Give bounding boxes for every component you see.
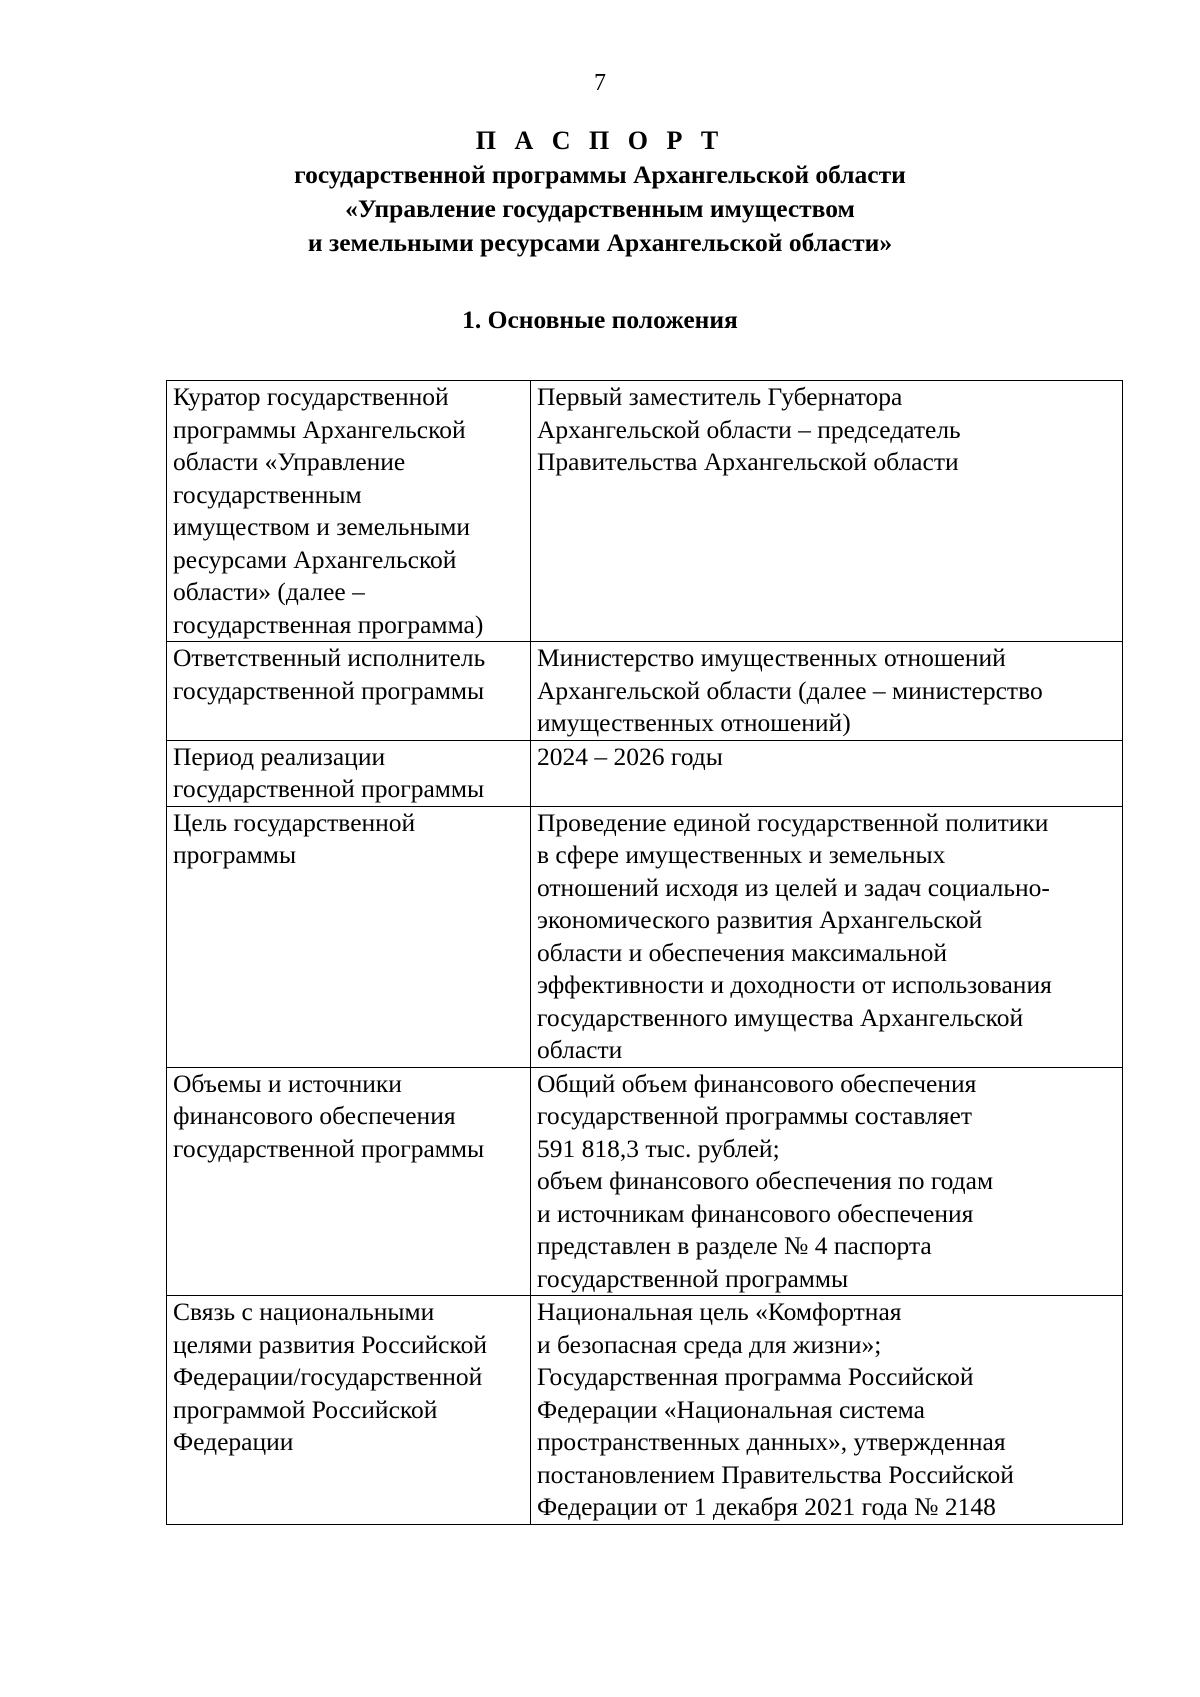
row-label-line: области «Управление: [173, 447, 406, 476]
table-row: [167, 1067, 1123, 1296]
row-value-line: Министерство имущественных отношений: [537, 643, 1006, 672]
row-value-line: постановлением Правительства Российской: [537, 1459, 1014, 1489]
row-value-line: Национальная цель «Комфортная: [537, 1297, 902, 1326]
row-label-line: Период реализации: [173, 741, 386, 771]
row-label-line: государственным: [173, 479, 362, 509]
row-label-cell: [167, 740, 531, 806]
row-label-line: Федерации/государственной: [173, 1362, 483, 1391]
row-label-line: Ответственный исполнитель: [173, 643, 486, 672]
row-value-line: Правительства Архангельской области: [537, 447, 959, 476]
row-value-line: имущественных отношений): [537, 708, 851, 737]
row-value-line: экономического развития Архангельской: [537, 905, 983, 934]
row-label-line: Связь с национальными: [173, 1297, 435, 1326]
row-value-line: Федерации «Национальная система: [537, 1394, 925, 1424]
document-title: [0, 124, 1200, 260]
row-value-line: представлен в разделе № 4 паспорта: [537, 1231, 932, 1260]
row-label-line: Объемы и источники: [173, 1068, 402, 1098]
row-label-cell: [167, 806, 531, 1067]
row-value-line: Архангельской области (далее – министерство: [537, 675, 1043, 705]
row-label-line: государственной программы: [173, 1133, 485, 1163]
row-label-line: ресурсами Архангельской: [173, 544, 457, 574]
row-value-line: Архангельской области – председатель: [537, 414, 961, 444]
title-line-2: государственной программы Архангельской области: [294, 160, 906, 189]
row-value-line: эффективности и доходности от использования: [537, 970, 1052, 999]
row-value-cell: [531, 381, 1123, 642]
row-label-line: программы: [173, 840, 297, 869]
row-label-line: финансового обеспечения: [173, 1101, 456, 1130]
row-label-line: Куратор государственной: [173, 382, 449, 411]
row-value-line: области: [537, 1035, 623, 1064]
row-label-line: государственной программы: [173, 675, 485, 705]
row-label-line: Цель государственной: [173, 807, 416, 837]
row-value-line: объем финансового обеспечения по годам: [537, 1166, 994, 1195]
row-value-cell: [531, 740, 1123, 806]
row-label-line: имуществом и земельными: [173, 512, 471, 541]
row-label-cell: [167, 381, 531, 642]
row-label-cell: [167, 1296, 531, 1525]
row-value-line: государственной программы составляет: [537, 1101, 972, 1130]
row-value-line: в сфере имущественных и земельных: [537, 840, 946, 869]
row-label-cell: [167, 1067, 531, 1296]
passport-table: [166, 380, 1123, 1525]
row-value-line: области и обеспечения максимальной: [537, 937, 948, 967]
row-value-line: 2024 – 2026 годы: [537, 741, 723, 771]
row-value-cell: [531, 1296, 1123, 1525]
section-title: 1. Основные положения: [462, 305, 738, 334]
page-number: 7: [594, 70, 606, 96]
row-value-line: 591 818,3 тыс. рублей;: [537, 1133, 780, 1163]
passport-table-body: [167, 381, 1123, 1525]
row-value-line: и источникам финансового обеспечения: [537, 1198, 974, 1228]
row-value-line: пространственных данных», утвержденная: [537, 1427, 1006, 1456]
row-value-line: государственной программы: [537, 1263, 849, 1293]
row-value-line: Государственная программа Российской: [537, 1362, 974, 1391]
row-label-cell: [167, 642, 531, 741]
row-label-line: программы Архангельской: [173, 414, 466, 444]
row-value-cell: [531, 806, 1123, 1067]
row-value-cell: [531, 1067, 1123, 1296]
row-label-line: области» (далее –: [173, 577, 365, 606]
row-value-line: Общий объем финансового обеспечения: [537, 1068, 977, 1098]
table-row: [167, 806, 1123, 1067]
title-line-3: «Управление государственным имуществом: [345, 194, 855, 223]
row-label-line: государственной программы: [173, 774, 485, 803]
row-value-line: Федерации от 1 декабря 2021 года № 2148: [537, 1492, 996, 1521]
row-value-line: Первый заместитель Губернатора: [537, 382, 903, 411]
row-label-line: государственная программа): [173, 609, 484, 639]
title-passport: П А С П О Р Т: [475, 126, 725, 155]
table-row: [167, 642, 1123, 741]
row-value-line: отношений исходя из целей и задач социально-: [537, 872, 1050, 902]
table-row: [167, 740, 1123, 806]
row-label-line: программой Российской: [173, 1394, 438, 1424]
row-label-line: целями развития Российской: [173, 1329, 487, 1359]
row-value-line: и безопасная среда для жизни»;: [537, 1329, 882, 1359]
row-label-line: Федерации: [173, 1427, 294, 1456]
title-line-4: и земельными ресурсами Архангельской области»: [307, 228, 893, 257]
table-row: [167, 1296, 1123, 1525]
row-value-line: государственного имущества Архангельской: [537, 1002, 1024, 1032]
row-value-cell: [531, 642, 1123, 741]
row-value-line: Проведение единой государственной политики: [537, 807, 1049, 837]
table-row: [167, 381, 1123, 642]
